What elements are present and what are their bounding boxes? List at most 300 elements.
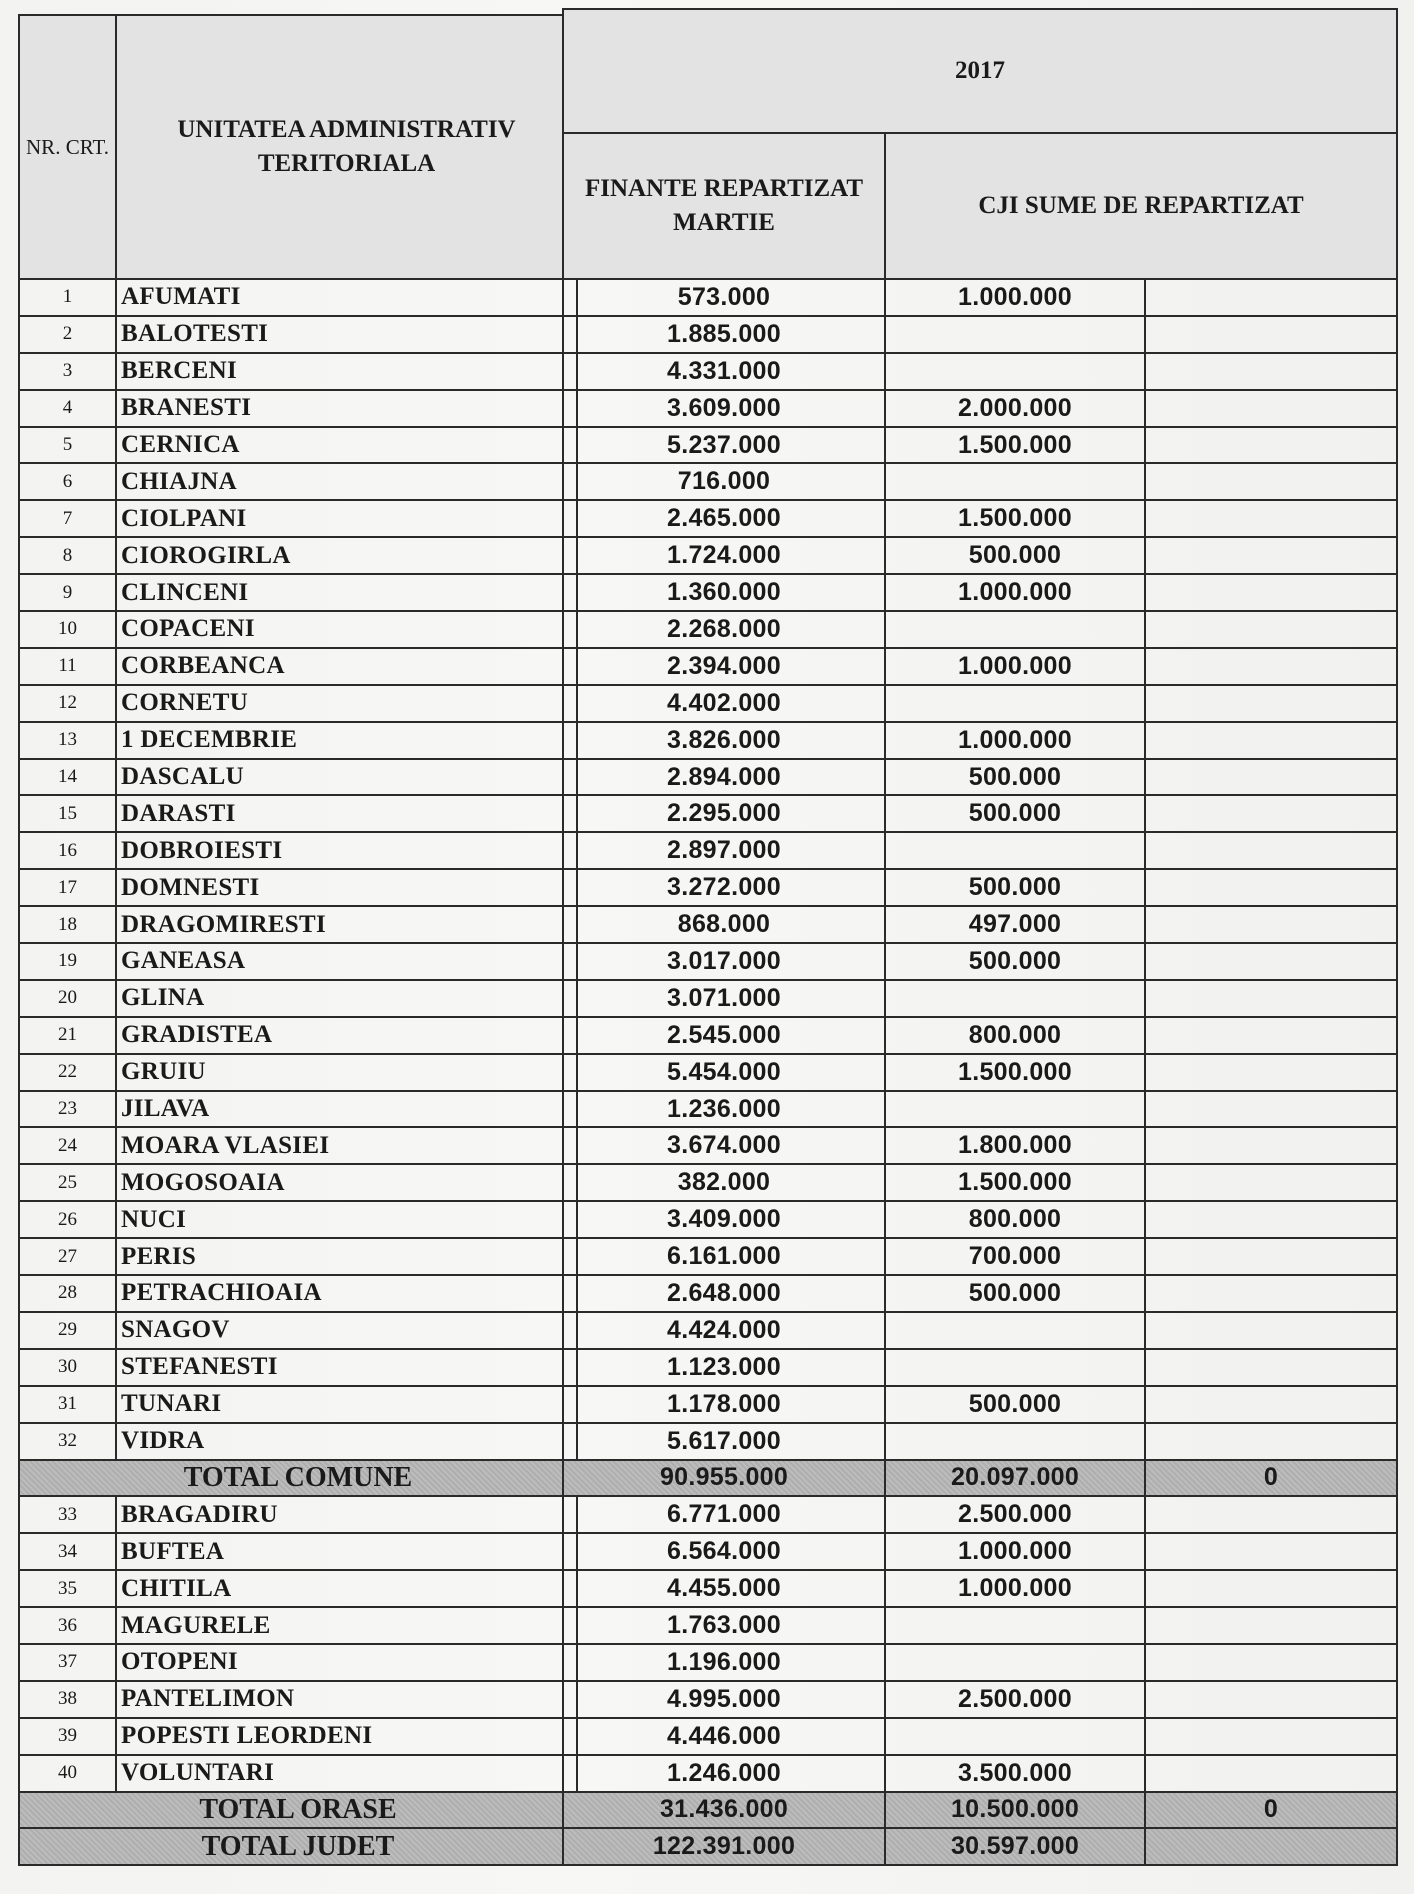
table-row bbox=[19, 685, 577, 722]
table-row bbox=[563, 980, 1397, 1017]
table-row bbox=[19, 463, 577, 500]
row-number: 14 bbox=[19, 759, 116, 796]
table-row bbox=[19, 1127, 577, 1164]
table-row bbox=[19, 611, 577, 648]
units-table bbox=[18, 14, 578, 1866]
table-row bbox=[19, 1533, 577, 1570]
table-row bbox=[563, 1349, 1397, 1386]
table-row bbox=[563, 1091, 1397, 1128]
total-row bbox=[19, 1792, 577, 1829]
table-row bbox=[563, 1386, 1397, 1423]
finante-value: 5.454.000 bbox=[563, 1054, 885, 1091]
table-row bbox=[563, 427, 1397, 464]
total-label: TOTAL ORASE bbox=[19, 1792, 577, 1829]
table-row bbox=[19, 980, 577, 1017]
finante-value: 2.648.000 bbox=[563, 1275, 885, 1312]
cji-value: 2.500.000 bbox=[885, 1496, 1145, 1533]
row-number: 35 bbox=[19, 1570, 116, 1607]
unit-name: DOBROIESTI bbox=[116, 832, 577, 869]
unit-name: GLINA bbox=[116, 980, 577, 1017]
row-number: 16 bbox=[19, 832, 116, 869]
finante-value: 4.424.000 bbox=[563, 1312, 885, 1349]
total-extra: 0 bbox=[1145, 1792, 1397, 1829]
extra-value bbox=[1145, 1681, 1397, 1718]
finante-value: 2.897.000 bbox=[563, 832, 885, 869]
cji-value: 1.500.000 bbox=[885, 427, 1145, 464]
cji-value bbox=[885, 685, 1145, 722]
row-number: 22 bbox=[19, 1054, 116, 1091]
unit-name: BERCENI bbox=[116, 353, 577, 390]
row-number: 38 bbox=[19, 1681, 116, 1718]
table-row bbox=[19, 1312, 577, 1349]
row-number: 31 bbox=[19, 1386, 116, 1423]
finante-value: 4.446.000 bbox=[563, 1718, 885, 1755]
row-number: 25 bbox=[19, 1164, 116, 1201]
total-label: TOTAL JUDET bbox=[19, 1828, 577, 1865]
finante-value: 1.763.000 bbox=[563, 1607, 885, 1644]
row-number: 18 bbox=[19, 906, 116, 943]
table-row bbox=[19, 943, 577, 980]
extra-value bbox=[1145, 1238, 1397, 1275]
extra-value bbox=[1145, 906, 1397, 943]
row-number: 21 bbox=[19, 1017, 116, 1054]
table-row bbox=[19, 648, 577, 685]
row-number: 33 bbox=[19, 1496, 116, 1533]
extra-value bbox=[1145, 795, 1397, 832]
finante-value: 868.000 bbox=[563, 906, 885, 943]
table-row bbox=[19, 1607, 577, 1644]
finante-value: 382.000 bbox=[563, 1164, 885, 1201]
table-row bbox=[563, 537, 1397, 574]
extra-value bbox=[1145, 1127, 1397, 1164]
total-finante: 122.391.000 bbox=[563, 1828, 885, 1865]
finante-value: 3.071.000 bbox=[563, 980, 885, 1017]
extra-value bbox=[1145, 463, 1397, 500]
finante-value: 6.161.000 bbox=[563, 1238, 885, 1275]
table-row bbox=[563, 869, 1397, 906]
table-row bbox=[19, 1238, 577, 1275]
unit-name: VIDRA bbox=[116, 1423, 577, 1460]
table-row bbox=[563, 832, 1397, 869]
cji-value bbox=[885, 1423, 1145, 1460]
extra-value bbox=[1145, 980, 1397, 1017]
table-row bbox=[563, 1496, 1397, 1533]
unit-name: COPACENI bbox=[116, 611, 577, 648]
table-row bbox=[19, 722, 577, 759]
table-row bbox=[19, 906, 577, 943]
extra-value bbox=[1145, 279, 1397, 316]
cji-value bbox=[885, 1312, 1145, 1349]
extra-value bbox=[1145, 832, 1397, 869]
total-cji: 10.500.000 bbox=[885, 1792, 1145, 1829]
total-label: TOTAL COMUNE bbox=[19, 1460, 577, 1497]
cji-value: 1.500.000 bbox=[885, 500, 1145, 537]
table-row bbox=[563, 1275, 1397, 1312]
table-row bbox=[563, 1718, 1397, 1755]
cji-value: 1.000.000 bbox=[885, 1570, 1145, 1607]
unit-name: CIOROGIRLA bbox=[116, 537, 577, 574]
finante-value: 1.178.000 bbox=[563, 1386, 885, 1423]
cji-value: 1.800.000 bbox=[885, 1127, 1145, 1164]
row-number: 32 bbox=[19, 1423, 116, 1460]
cji-value bbox=[885, 832, 1145, 869]
extra-value bbox=[1145, 353, 1397, 390]
cji-value: 800.000 bbox=[885, 1017, 1145, 1054]
table-row bbox=[19, 1496, 577, 1533]
table-row bbox=[19, 353, 577, 390]
table-row bbox=[19, 316, 577, 353]
total-extra bbox=[1145, 1828, 1397, 1865]
finante-value: 1.236.000 bbox=[563, 1091, 885, 1128]
unit-name: OTOPENI bbox=[116, 1644, 577, 1681]
cji-value: 500.000 bbox=[885, 759, 1145, 796]
unit-name: DRAGOMIRESTI bbox=[116, 906, 577, 943]
table-row bbox=[19, 1386, 577, 1423]
table-row bbox=[563, 463, 1397, 500]
row-number: 3 bbox=[19, 353, 116, 390]
cji-value: 1.000.000 bbox=[885, 648, 1145, 685]
finante-value: 2.465.000 bbox=[563, 500, 885, 537]
finante-value: 3.674.000 bbox=[563, 1127, 885, 1164]
extra-value bbox=[1145, 1607, 1397, 1644]
table-row bbox=[563, 943, 1397, 980]
finante-value: 3.409.000 bbox=[563, 1201, 885, 1238]
cji-value: 497.000 bbox=[885, 906, 1145, 943]
extra-value bbox=[1145, 1718, 1397, 1755]
finante-value: 2.545.000 bbox=[563, 1017, 885, 1054]
unit-name: JILAVA bbox=[116, 1091, 577, 1128]
table-row bbox=[19, 795, 577, 832]
row-number: 37 bbox=[19, 1644, 116, 1681]
finante-value: 1.123.000 bbox=[563, 1349, 885, 1386]
row-number: 17 bbox=[19, 869, 116, 906]
extra-value bbox=[1145, 943, 1397, 980]
finante-value: 4.455.000 bbox=[563, 1570, 885, 1607]
table-row bbox=[563, 1127, 1397, 1164]
row-number: 40 bbox=[19, 1755, 116, 1792]
cji-value: 500.000 bbox=[885, 943, 1145, 980]
finante-value: 716.000 bbox=[563, 463, 885, 500]
row-number: 26 bbox=[19, 1201, 116, 1238]
table-row bbox=[19, 500, 577, 537]
extra-value bbox=[1145, 1275, 1397, 1312]
cji-value bbox=[885, 1644, 1145, 1681]
row-number: 29 bbox=[19, 1312, 116, 1349]
cji-value: 1.500.000 bbox=[885, 1054, 1145, 1091]
cji-value: 500.000 bbox=[885, 869, 1145, 906]
finante-header: FINANTE REPARTIZAT MARTIE bbox=[563, 133, 885, 279]
unit-name: CORBEANCA bbox=[116, 648, 577, 685]
unit-name: CORNETU bbox=[116, 685, 577, 722]
unit-name: BRANESTI bbox=[116, 390, 577, 427]
row-number: 39 bbox=[19, 1718, 116, 1755]
finante-value: 2.268.000 bbox=[563, 611, 885, 648]
nr-crt-header: NR. CRT. bbox=[19, 15, 116, 279]
table-row bbox=[19, 390, 577, 427]
extra-value bbox=[1145, 574, 1397, 611]
extra-value bbox=[1145, 1423, 1397, 1460]
row-number: 6 bbox=[19, 463, 116, 500]
row-number: 19 bbox=[19, 943, 116, 980]
unit-name: NUCI bbox=[116, 1201, 577, 1238]
finante-value: 1.246.000 bbox=[563, 1755, 885, 1792]
unit-name: PETRACHIOAIA bbox=[116, 1275, 577, 1312]
row-number: 23 bbox=[19, 1091, 116, 1128]
finante-value: 4.995.000 bbox=[563, 1681, 885, 1718]
table-row bbox=[19, 759, 577, 796]
finante-value: 5.617.000 bbox=[563, 1423, 885, 1460]
extra-value bbox=[1145, 427, 1397, 464]
table-row bbox=[563, 316, 1397, 353]
unit-name: BUFTEA bbox=[116, 1533, 577, 1570]
unit-name: CERNICA bbox=[116, 427, 577, 464]
unit-name: AFUMATI bbox=[116, 279, 577, 316]
extra-value bbox=[1145, 685, 1397, 722]
cji-value: 1.500.000 bbox=[885, 1164, 1145, 1201]
table-row bbox=[563, 390, 1397, 427]
finante-value: 1.724.000 bbox=[563, 537, 885, 574]
table-row bbox=[19, 1017, 577, 1054]
table-row bbox=[19, 869, 577, 906]
total-finante: 90.955.000 bbox=[563, 1460, 885, 1497]
extra-value bbox=[1145, 500, 1397, 537]
unit-header: UNITATEA ADMINISTRATIV TERITORIALA bbox=[116, 15, 577, 279]
unit-name: DOMNESTI bbox=[116, 869, 577, 906]
cji-value: 1.000.000 bbox=[885, 722, 1145, 759]
finante-value: 4.402.000 bbox=[563, 685, 885, 722]
unit-name: VOLUNTARI bbox=[116, 1755, 577, 1792]
unit-name: PANTELIMON bbox=[116, 1681, 577, 1718]
table-row bbox=[563, 1201, 1397, 1238]
table-row bbox=[19, 574, 577, 611]
row-number: 28 bbox=[19, 1275, 116, 1312]
extra-value bbox=[1145, 537, 1397, 574]
extra-value bbox=[1145, 1644, 1397, 1681]
cji-value: 500.000 bbox=[885, 1275, 1145, 1312]
unit-name: POPESTI LEORDENI bbox=[116, 1718, 577, 1755]
table-row bbox=[19, 1423, 577, 1460]
table-row bbox=[563, 1238, 1397, 1275]
values-table bbox=[562, 8, 1398, 1866]
extra-value bbox=[1145, 1386, 1397, 1423]
table-row bbox=[19, 1718, 577, 1755]
cji-value bbox=[885, 980, 1145, 1017]
finante-value: 2.295.000 bbox=[563, 795, 885, 832]
table-row bbox=[563, 759, 1397, 796]
extra-value bbox=[1145, 648, 1397, 685]
unit-name: BALOTESTI bbox=[116, 316, 577, 353]
row-number: 24 bbox=[19, 1127, 116, 1164]
unit-name: GANEASA bbox=[116, 943, 577, 980]
extra-value bbox=[1145, 869, 1397, 906]
table-row bbox=[19, 1570, 577, 1607]
row-number: 4 bbox=[19, 390, 116, 427]
extra-value bbox=[1145, 1349, 1397, 1386]
table-row bbox=[19, 1349, 577, 1386]
finante-value: 1.196.000 bbox=[563, 1644, 885, 1681]
cji-value: 1.000.000 bbox=[885, 1533, 1145, 1570]
cji-header: CJI SUME DE REPARTIZAT bbox=[885, 133, 1397, 279]
cji-value bbox=[885, 316, 1145, 353]
extra-value bbox=[1145, 1533, 1397, 1570]
total-cji: 30.597.000 bbox=[885, 1828, 1145, 1865]
table-row bbox=[19, 1755, 577, 1792]
table-row bbox=[563, 611, 1397, 648]
total-row bbox=[19, 1828, 577, 1865]
table-row bbox=[563, 500, 1397, 537]
finante-value: 5.237.000 bbox=[563, 427, 885, 464]
unit-name: DASCALU bbox=[116, 759, 577, 796]
table-row bbox=[19, 1644, 577, 1681]
finante-value: 573.000 bbox=[563, 279, 885, 316]
cji-value bbox=[885, 1349, 1145, 1386]
table-row bbox=[563, 685, 1397, 722]
finante-value: 1.360.000 bbox=[563, 574, 885, 611]
row-number: 1 bbox=[19, 279, 116, 316]
table-row bbox=[19, 1201, 577, 1238]
unit-name: DARASTI bbox=[116, 795, 577, 832]
table-row bbox=[563, 1423, 1397, 1460]
year-header: 2017 bbox=[563, 9, 1397, 133]
extra-value bbox=[1145, 722, 1397, 759]
unit-name: PERIS bbox=[116, 1238, 577, 1275]
total-row bbox=[563, 1828, 1397, 1865]
table-row bbox=[563, 1570, 1397, 1607]
cji-value: 1.000.000 bbox=[885, 279, 1145, 316]
extra-value bbox=[1145, 316, 1397, 353]
finante-value: 4.331.000 bbox=[563, 353, 885, 390]
row-number: 5 bbox=[19, 427, 116, 464]
table-row bbox=[19, 1054, 577, 1091]
cji-value bbox=[885, 611, 1145, 648]
extra-value bbox=[1145, 1312, 1397, 1349]
extra-value bbox=[1145, 611, 1397, 648]
table-row bbox=[19, 537, 577, 574]
unit-name: BRAGADIRU bbox=[116, 1496, 577, 1533]
unit-name: TUNARI bbox=[116, 1386, 577, 1423]
row-number: 20 bbox=[19, 980, 116, 1017]
table-row bbox=[563, 1681, 1397, 1718]
extra-value bbox=[1145, 1164, 1397, 1201]
row-number: 9 bbox=[19, 574, 116, 611]
table-row bbox=[563, 279, 1397, 316]
finante-value: 3.272.000 bbox=[563, 869, 885, 906]
table-row bbox=[19, 1275, 577, 1312]
finante-value: 6.564.000 bbox=[563, 1533, 885, 1570]
table-row bbox=[563, 795, 1397, 832]
extra-value bbox=[1145, 1755, 1397, 1792]
row-number: 30 bbox=[19, 1349, 116, 1386]
row-number: 7 bbox=[19, 500, 116, 537]
finante-value: 6.771.000 bbox=[563, 1496, 885, 1533]
extra-value bbox=[1145, 759, 1397, 796]
row-number: 8 bbox=[19, 537, 116, 574]
cji-value: 500.000 bbox=[885, 795, 1145, 832]
table-row bbox=[563, 1017, 1397, 1054]
table-row bbox=[563, 1607, 1397, 1644]
unit-name: STEFANESTI bbox=[116, 1349, 577, 1386]
row-number: 13 bbox=[19, 722, 116, 759]
cji-value bbox=[885, 1718, 1145, 1755]
finante-value: 3.826.000 bbox=[563, 722, 885, 759]
table-row bbox=[19, 1091, 577, 1128]
total-finante: 31.436.000 bbox=[563, 1792, 885, 1829]
row-number: 15 bbox=[19, 795, 116, 832]
unit-name: CLINCENI bbox=[116, 574, 577, 611]
unit-name: CHITILA bbox=[116, 1570, 577, 1607]
table-row bbox=[563, 1644, 1397, 1681]
cji-value: 3.500.000 bbox=[885, 1755, 1145, 1792]
unit-name: CHIAJNA bbox=[116, 463, 577, 500]
cji-value bbox=[885, 353, 1145, 390]
extra-value bbox=[1145, 1091, 1397, 1128]
table-row bbox=[19, 1164, 577, 1201]
extra-value bbox=[1145, 1570, 1397, 1607]
finante-value: 2.394.000 bbox=[563, 648, 885, 685]
table-row bbox=[563, 353, 1397, 390]
cji-value bbox=[885, 463, 1145, 500]
table-row bbox=[563, 722, 1397, 759]
extra-value bbox=[1145, 1496, 1397, 1533]
table-row bbox=[563, 574, 1397, 611]
total-row bbox=[563, 1792, 1397, 1829]
row-number: 12 bbox=[19, 685, 116, 722]
table-row bbox=[19, 832, 577, 869]
row-number: 34 bbox=[19, 1533, 116, 1570]
table-row bbox=[19, 1681, 577, 1718]
unit-name: MAGURELE bbox=[116, 1607, 577, 1644]
table-row bbox=[563, 648, 1397, 685]
cji-value: 500.000 bbox=[885, 537, 1145, 574]
row-number: 36 bbox=[19, 1607, 116, 1644]
row-number: 2 bbox=[19, 316, 116, 353]
row-number: 27 bbox=[19, 1238, 116, 1275]
cji-value: 2.000.000 bbox=[885, 390, 1145, 427]
unit-name: CIOLPANI bbox=[116, 500, 577, 537]
unit-name: GRUIU bbox=[116, 1054, 577, 1091]
table-row bbox=[563, 1312, 1397, 1349]
cji-value bbox=[885, 1091, 1145, 1128]
extra-value bbox=[1145, 1054, 1397, 1091]
extra-value bbox=[1145, 1017, 1397, 1054]
table-row bbox=[563, 1164, 1397, 1201]
finante-value: 3.017.000 bbox=[563, 943, 885, 980]
unit-name: 1 DECEMBRIE bbox=[116, 722, 577, 759]
table-row bbox=[563, 906, 1397, 943]
unit-name: GRADISTEA bbox=[116, 1017, 577, 1054]
unit-name: MOARA VLASIEI bbox=[116, 1127, 577, 1164]
table-row bbox=[563, 1755, 1397, 1792]
extra-value bbox=[1145, 1201, 1397, 1238]
extra-value bbox=[1145, 390, 1397, 427]
unit-name: SNAGOV bbox=[116, 1312, 577, 1349]
cji-value: 2.500.000 bbox=[885, 1681, 1145, 1718]
cji-value: 700.000 bbox=[885, 1238, 1145, 1275]
cji-value: 500.000 bbox=[885, 1386, 1145, 1423]
table-row bbox=[19, 427, 577, 464]
finante-value: 3.609.000 bbox=[563, 390, 885, 427]
total-row bbox=[19, 1460, 577, 1497]
total-extra: 0 bbox=[1145, 1460, 1397, 1497]
row-number: 11 bbox=[19, 648, 116, 685]
finante-value: 2.894.000 bbox=[563, 759, 885, 796]
cji-value: 800.000 bbox=[885, 1201, 1145, 1238]
finante-value: 1.885.000 bbox=[563, 316, 885, 353]
table-row bbox=[563, 1533, 1397, 1570]
unit-name: MOGOSOAIA bbox=[116, 1164, 577, 1201]
cji-value bbox=[885, 1607, 1145, 1644]
cji-value: 1.000.000 bbox=[885, 574, 1145, 611]
